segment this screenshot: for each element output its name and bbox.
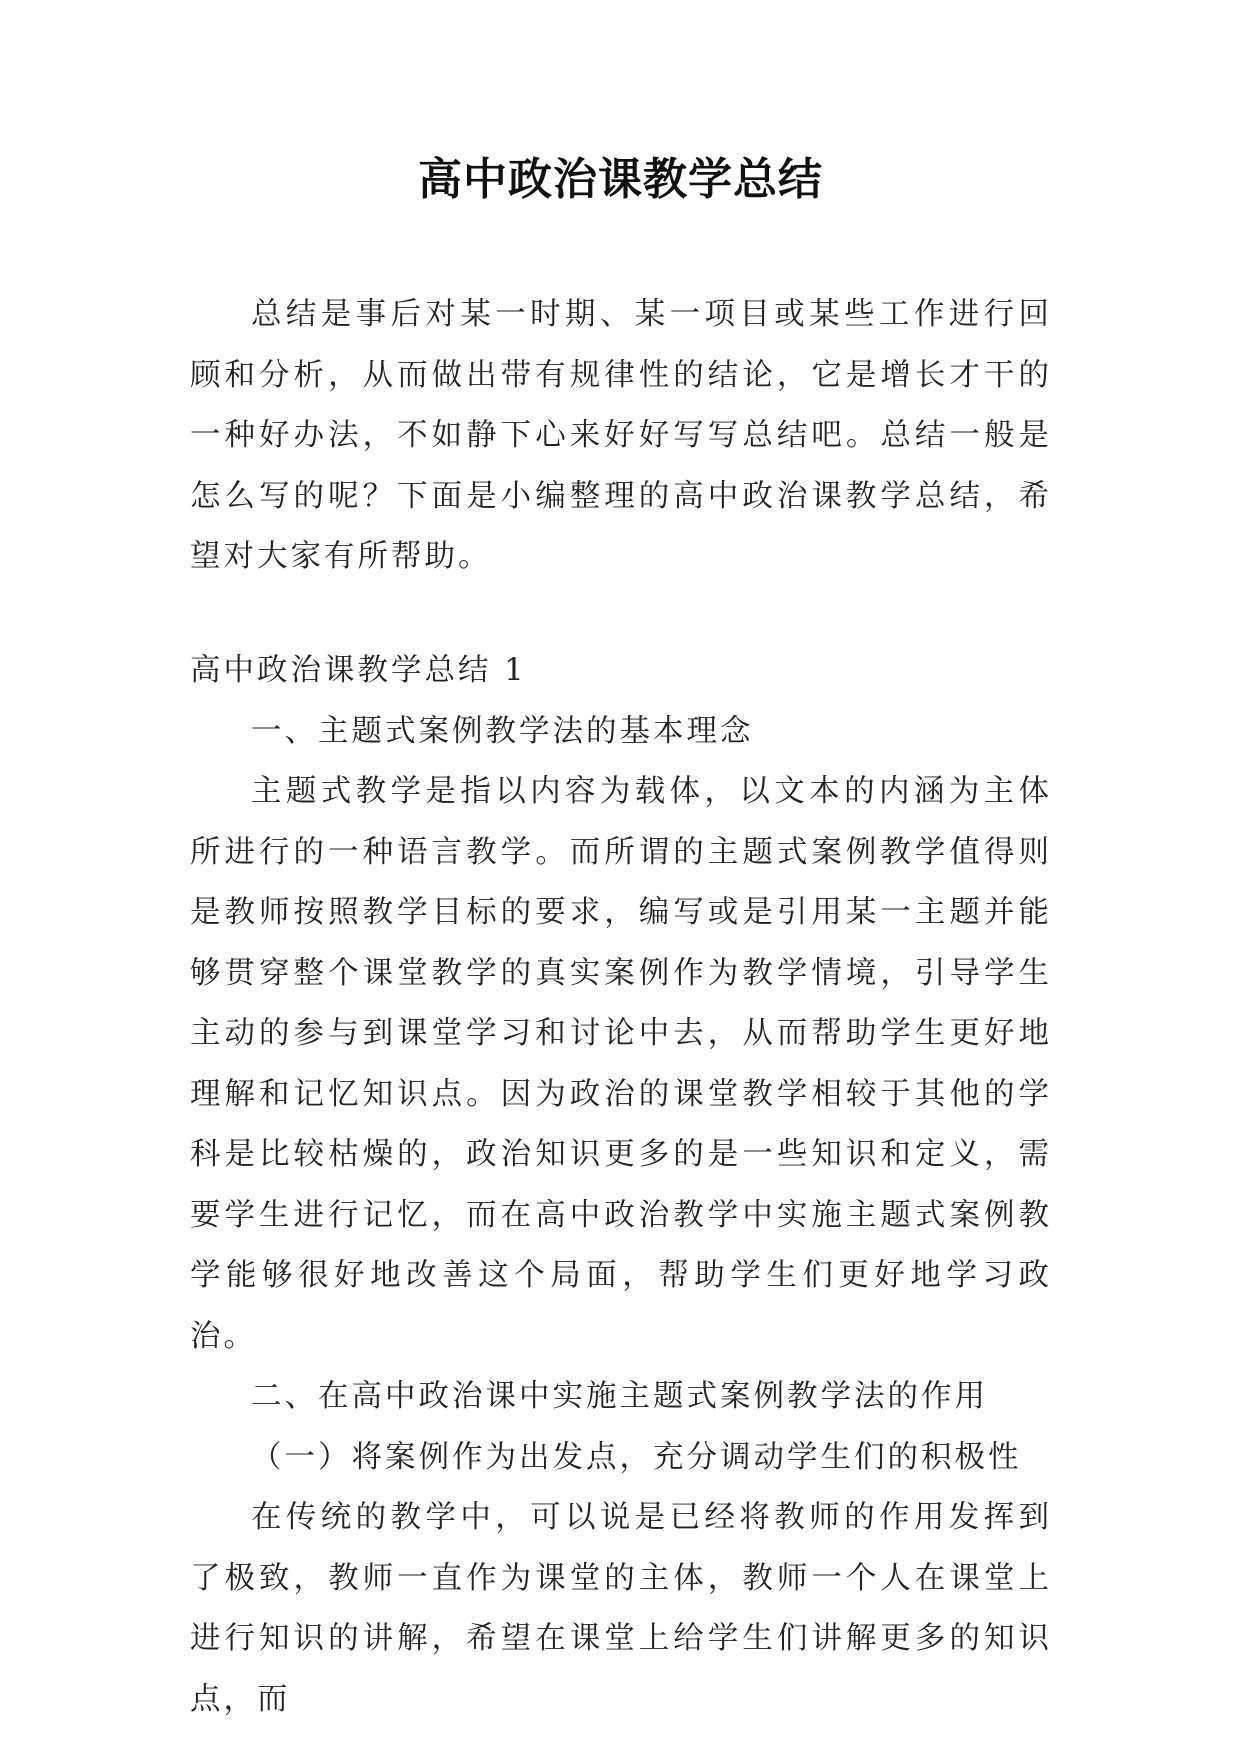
paragraph-basic-concept: 主题式教学是指以内容为载体，以文本的内涵为主体所进行的一种语言教学。而所谓的主题式案例教学值得则是教师按照教学目标的要求，编写或是引用某一主题并能够贯穿整个课堂教学的真实案例作为教学情境，引导学生主动的参与到课堂学习和讨论中去，从而帮助学生更好地理解和记忆知识点。因为政治的课堂教学相较于其他的学科是比较枯燥的，政治知识更多的是一些知识和定义，需要学生进行记忆，而在高中政治教学中实施主题式案例教学能够很好地改善这个局面，帮助学生们更好地学习政治。 xyxy=(190,774,1052,1354)
document-title: 高中政治课教学总结 xyxy=(418,154,823,205)
subheading-case-start: （一）将案例作为出发点，充分调动学生们的积极性 xyxy=(251,1439,1022,1475)
document-content xyxy=(190,641,1052,1730)
intro-paragraph: 总结是事后对某一时期、某一项目或某些工作进行回顾和分析，从而做出带有规律性的结论，它是增长才干的一种好办法，不如静下心来好好写写总结吧。总结一般是怎么写的呢？下面是小编整理的高中政治课教学总结，希望对大家有所帮助。 xyxy=(190,297,1052,574)
heading-basic-concept: 一、主题式案例教学法的基本理念 xyxy=(251,713,754,749)
paragraph-traditional-teaching: 在传统的教学中，可以说是已经将教师的作用发挥到了极致，教师一直作为课堂的主体，教师一个人在课堂上进行知识的讲解，希望在课堂上给学生们讲解更多的知识点，而 xyxy=(190,1500,1052,1717)
heading-role: 二、在高中政治课中实施主题式案例教学法的作用 xyxy=(251,1379,988,1414)
section-heading: 高中政治课教学总结 1 xyxy=(190,653,527,688)
